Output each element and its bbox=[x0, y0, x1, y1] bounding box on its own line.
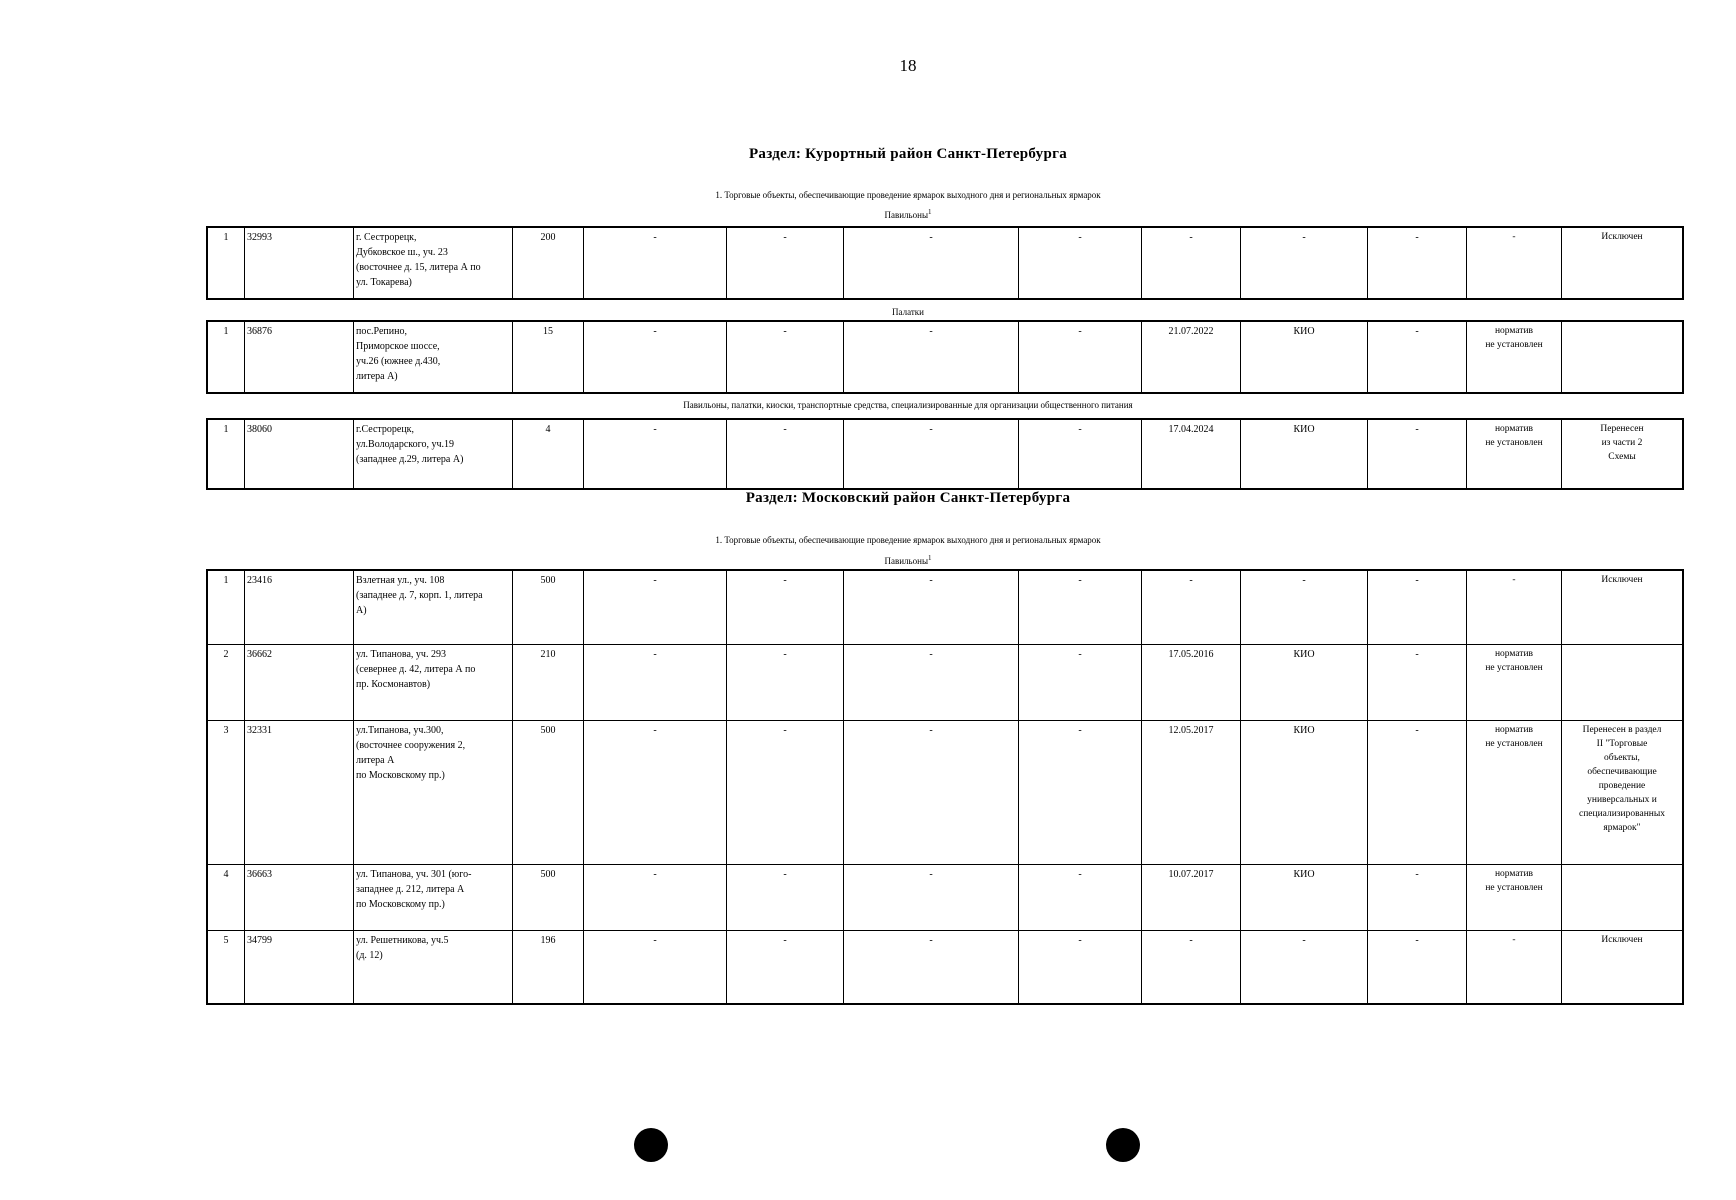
address-cell: г. Сестрорецк, Дубковское ш., уч. 23 (восточнее д. 15, литера А по ул. Токарева) bbox=[354, 227, 513, 299]
organization-cell: - bbox=[1241, 930, 1368, 1004]
column-5-cell: - bbox=[584, 570, 727, 644]
address-cell: ул.Типанова, уч.300, (восточнее сооружения 2, литера А по Московскому пр.) bbox=[354, 720, 513, 864]
note-cell: Исключен bbox=[1562, 570, 1684, 644]
column-5-cell: - bbox=[584, 227, 727, 299]
address-cell: ул. Решетникова, уч.5 (д. 12) bbox=[354, 930, 513, 1004]
column-11-cell: - bbox=[1368, 930, 1467, 1004]
row-number-cell: 2 bbox=[207, 644, 245, 720]
group-heading-pavilions-kurortny: Павильоны$^1$ bbox=[884, 208, 932, 220]
column-5-cell: - bbox=[584, 720, 727, 864]
date-cell: 12.05.2017 bbox=[1142, 720, 1241, 864]
address-cell: г.Сестрорецк, ул.Володарского, уч.19 (западнее д.29, литера А) bbox=[354, 419, 513, 489]
area-cell: 15 bbox=[513, 321, 584, 393]
table-row bbox=[207, 720, 1683, 864]
column-11-cell: - bbox=[1368, 644, 1467, 720]
table-row bbox=[207, 930, 1683, 1004]
column-7-cell: - bbox=[844, 419, 1019, 489]
address-cell: пос.Репино, Приморское шоссе, уч.26 (южнее д.430, литера А) bbox=[354, 321, 513, 393]
column-7-cell: - bbox=[844, 644, 1019, 720]
normative-cell: - bbox=[1467, 227, 1562, 299]
normative-cell: - bbox=[1467, 930, 1562, 1004]
normative-cell: норматив не установлен bbox=[1467, 644, 1562, 720]
normative-cell: норматив не установлен bbox=[1467, 720, 1562, 864]
table-row bbox=[207, 321, 1683, 393]
binding-hole-right bbox=[1106, 1128, 1140, 1162]
note-cell: Перенесен в раздел II "Торговые объекты, обеспечивающие проведение универсальных и специализированных ярмарок" bbox=[1562, 720, 1684, 864]
date-cell: - bbox=[1142, 227, 1241, 299]
column-8-cell: - bbox=[1019, 227, 1142, 299]
date-cell: 21.07.2022 bbox=[1142, 321, 1241, 393]
section-title-kurortny: Раздел: Курортный район Санкт-Петербурга bbox=[748, 146, 1068, 162]
organization-cell: - bbox=[1241, 570, 1368, 644]
column-6-cell: - bbox=[727, 644, 844, 720]
row-number-cell: 1 bbox=[207, 321, 245, 393]
object-id-cell: 38060 bbox=[245, 419, 354, 489]
object-id-cell: 36662 bbox=[245, 644, 354, 720]
date-cell: - bbox=[1142, 930, 1241, 1004]
column-5-cell: - bbox=[584, 930, 727, 1004]
object-id-cell: 34799 bbox=[245, 930, 354, 1004]
note-cell bbox=[1562, 644, 1684, 720]
column-6-cell: - bbox=[727, 419, 844, 489]
row-number-cell: 5 bbox=[207, 930, 245, 1004]
normative-cell: - bbox=[1467, 570, 1562, 644]
object-id-cell: 36876 bbox=[245, 321, 354, 393]
column-6-cell: - bbox=[727, 321, 844, 393]
column-11-cell: - bbox=[1368, 419, 1467, 489]
table-row bbox=[207, 419, 1683, 489]
row-number-cell: 3 bbox=[207, 720, 245, 864]
row-number-cell: 1 bbox=[207, 227, 245, 299]
column-8-cell: - bbox=[1019, 570, 1142, 644]
column-7-cell: - bbox=[844, 864, 1019, 930]
table-kurortny-food bbox=[206, 418, 1684, 490]
normative-cell: норматив не установлен bbox=[1467, 419, 1562, 489]
table-row bbox=[207, 227, 1683, 299]
note-cell: Исключен bbox=[1562, 930, 1684, 1004]
section-subtitle-moskovsky: 1. Торговые объекты, обеспечивающие проведение ярмарок выходного дня и региональных ярмарок bbox=[715, 535, 1101, 545]
date-cell: 10.07.2017 bbox=[1142, 864, 1241, 930]
column-8-cell: - bbox=[1019, 720, 1142, 864]
column-7-cell: - bbox=[844, 930, 1019, 1004]
column-6-cell: - bbox=[727, 930, 844, 1004]
section-subtitle-kurortny: 1. Торговые объекты, обеспечивающие проведение ярмарок выходного дня и региональных ярмарок bbox=[715, 190, 1101, 200]
column-8-cell: - bbox=[1019, 864, 1142, 930]
date-cell: - bbox=[1142, 570, 1241, 644]
date-cell: 17.04.2024 bbox=[1142, 419, 1241, 489]
normative-cell: норматив не установлен bbox=[1467, 321, 1562, 393]
table-kurortny-pavilions bbox=[206, 226, 1684, 300]
table-moskovsky-pavilions bbox=[206, 569, 1684, 1005]
address-cell: ул. Типанова, уч. 293 (севернее д. 42, литера А по пр. Космонавтов) bbox=[354, 644, 513, 720]
column-8-cell: - bbox=[1019, 930, 1142, 1004]
object-id-cell: 23416 bbox=[245, 570, 354, 644]
group-heading-food-kurortny: Павильоны, палатки, киоски, транспортные средства, специализированные для организации общественного питания bbox=[683, 400, 1133, 410]
column-5-cell: - bbox=[584, 864, 727, 930]
column-11-cell: - bbox=[1368, 570, 1467, 644]
organization-cell: КИО bbox=[1241, 864, 1368, 930]
object-id-cell: 32331 bbox=[245, 720, 354, 864]
note-cell bbox=[1562, 864, 1684, 930]
date-cell: 17.05.2016 bbox=[1142, 644, 1241, 720]
table-row bbox=[207, 570, 1683, 644]
column-5-cell: - bbox=[584, 644, 727, 720]
column-7-cell: - bbox=[844, 321, 1019, 393]
table-row bbox=[207, 864, 1683, 930]
object-id-cell: 36663 bbox=[245, 864, 354, 930]
address-cell: Взлетная ул., уч. 108 (западнее д. 7, корп. 1, литера А) bbox=[354, 570, 513, 644]
binding-hole-left bbox=[634, 1128, 668, 1162]
column-7-cell: - bbox=[844, 227, 1019, 299]
row-number-cell: 1 bbox=[207, 570, 245, 644]
column-7-cell: - bbox=[844, 570, 1019, 644]
table-row bbox=[207, 644, 1683, 720]
column-5-cell: - bbox=[584, 419, 727, 489]
address-cell: ул. Типанова, уч. 301 (юго- западнее д. 212, литера А по Московскому пр.) bbox=[354, 864, 513, 930]
column-7-cell: - bbox=[844, 720, 1019, 864]
note-cell bbox=[1562, 321, 1684, 393]
organization-cell: КИО bbox=[1241, 321, 1368, 393]
row-number-cell: 4 bbox=[207, 864, 245, 930]
normative-cell: норматив не установлен bbox=[1467, 864, 1562, 930]
group-heading-pavilions-moskovsky: Павильоны$^1$ bbox=[884, 554, 932, 566]
column-8-cell: - bbox=[1019, 644, 1142, 720]
column-11-cell: - bbox=[1368, 864, 1467, 930]
table-kurortny-tents bbox=[206, 320, 1684, 394]
column-11-cell: - bbox=[1368, 720, 1467, 864]
column-8-cell: - bbox=[1019, 321, 1142, 393]
note-cell: Исключен bbox=[1562, 227, 1684, 299]
group-heading-tents-kurortny: Палатки bbox=[892, 307, 924, 317]
column-8-cell: - bbox=[1019, 419, 1142, 489]
organization-cell: КИО bbox=[1241, 419, 1368, 489]
column-5-cell: - bbox=[584, 321, 727, 393]
column-6-cell: - bbox=[727, 864, 844, 930]
note-cell: Перенесен из части 2 Схемы bbox=[1562, 419, 1684, 489]
area-cell: 200 bbox=[513, 227, 584, 299]
column-11-cell: - bbox=[1368, 321, 1467, 393]
organization-cell: - bbox=[1241, 227, 1368, 299]
area-cell: 500 bbox=[513, 864, 584, 930]
column-11-cell: - bbox=[1368, 227, 1467, 299]
area-cell: 196 bbox=[513, 930, 584, 1004]
row-number-cell: 1 bbox=[207, 419, 245, 489]
area-cell: 500 bbox=[513, 570, 584, 644]
organization-cell: КИО bbox=[1241, 720, 1368, 864]
area-cell: 210 bbox=[513, 644, 584, 720]
column-6-cell: - bbox=[727, 227, 844, 299]
column-6-cell: - bbox=[727, 720, 844, 864]
column-6-cell: - bbox=[727, 570, 844, 644]
object-id-cell: 32993 bbox=[245, 227, 354, 299]
area-cell: 500 bbox=[513, 720, 584, 864]
section-title-moskovsky: Раздел: Московский район Санкт-Петербурга bbox=[745, 490, 1071, 506]
organization-cell: КИО bbox=[1241, 644, 1368, 720]
area-cell: 4 bbox=[513, 419, 584, 489]
page-number: 18 bbox=[899, 56, 917, 75]
